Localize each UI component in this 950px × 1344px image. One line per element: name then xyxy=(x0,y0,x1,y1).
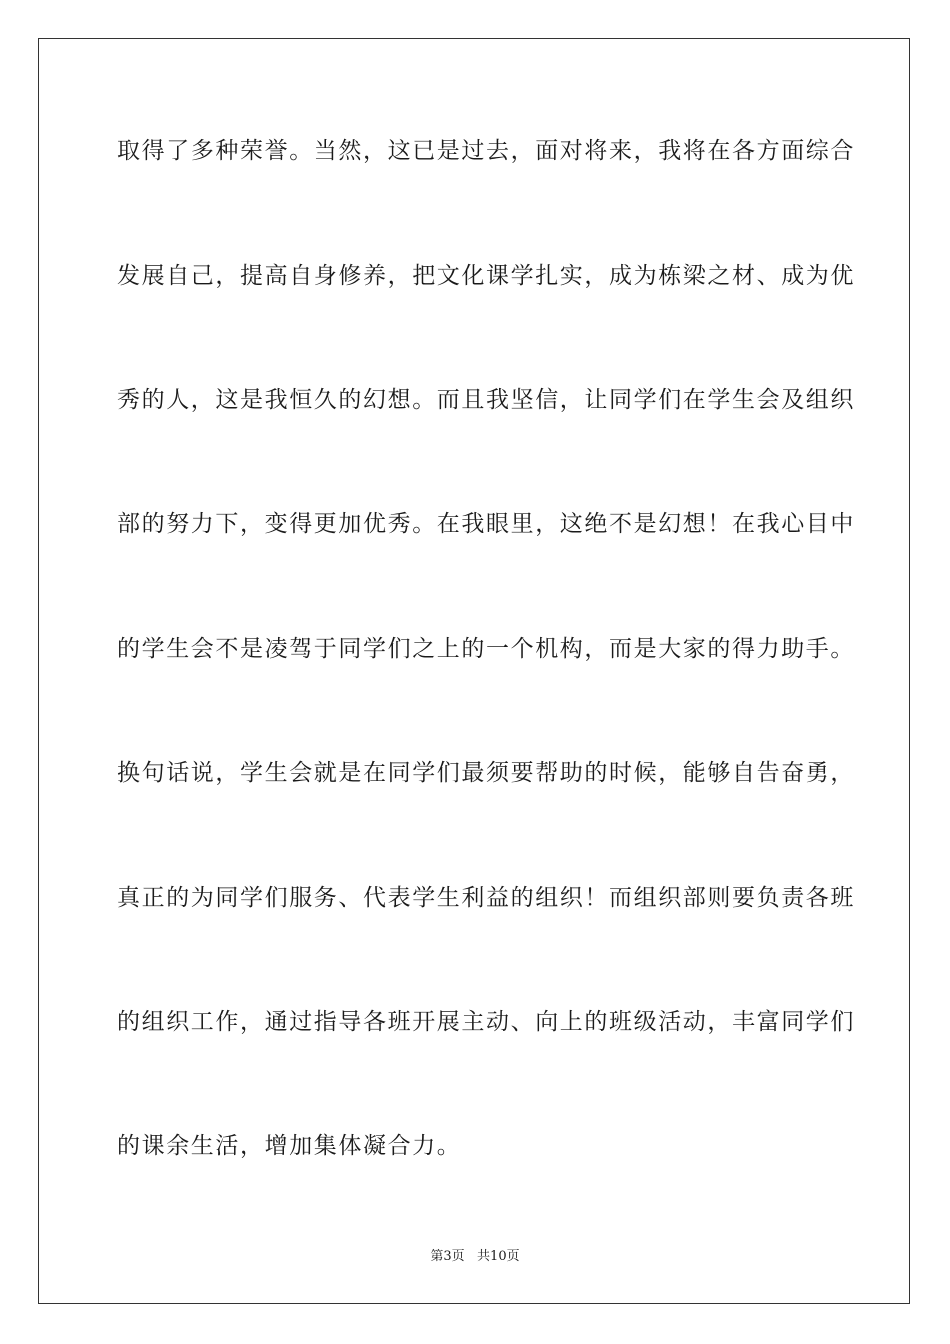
text-line: 秀的人，这是我恒久的幻想。而且我坚信，让同学们在学生会及组织 xyxy=(117,387,855,413)
text-line: 换句话说，学生会就是在同学们最须要帮助的时候，能够自告奋勇， xyxy=(117,760,855,786)
text-line: 部的努力下，变得更加优秀。在我眼里，这绝不是幻想！在我心目中 xyxy=(117,511,855,537)
text-line: 真正的为同学们服务、代表学生利益的组织！而组织部则要负责各班 xyxy=(117,885,855,911)
page-number: 第3页 共10页 xyxy=(430,1249,520,1264)
text-line: 的课余生活，增加集体凝合力。 xyxy=(117,1133,462,1159)
text-line: 取得了多种荣誉。当然，这已是过去，面对将来，我将在各方面综合 xyxy=(117,138,855,164)
text-line: 的组织工作，通过指导各班开展主动、向上的班级活动，丰富同学们 xyxy=(117,1009,855,1035)
text-line: 的学生会不是凌驾于同学们之上的一个机构，而是大家的得力助手。 xyxy=(117,636,855,662)
text-line: 发展自己，提高自身修养，把文化课学扎实，成为栋梁之材、成为优 xyxy=(117,263,855,289)
page-border xyxy=(38,38,910,1304)
